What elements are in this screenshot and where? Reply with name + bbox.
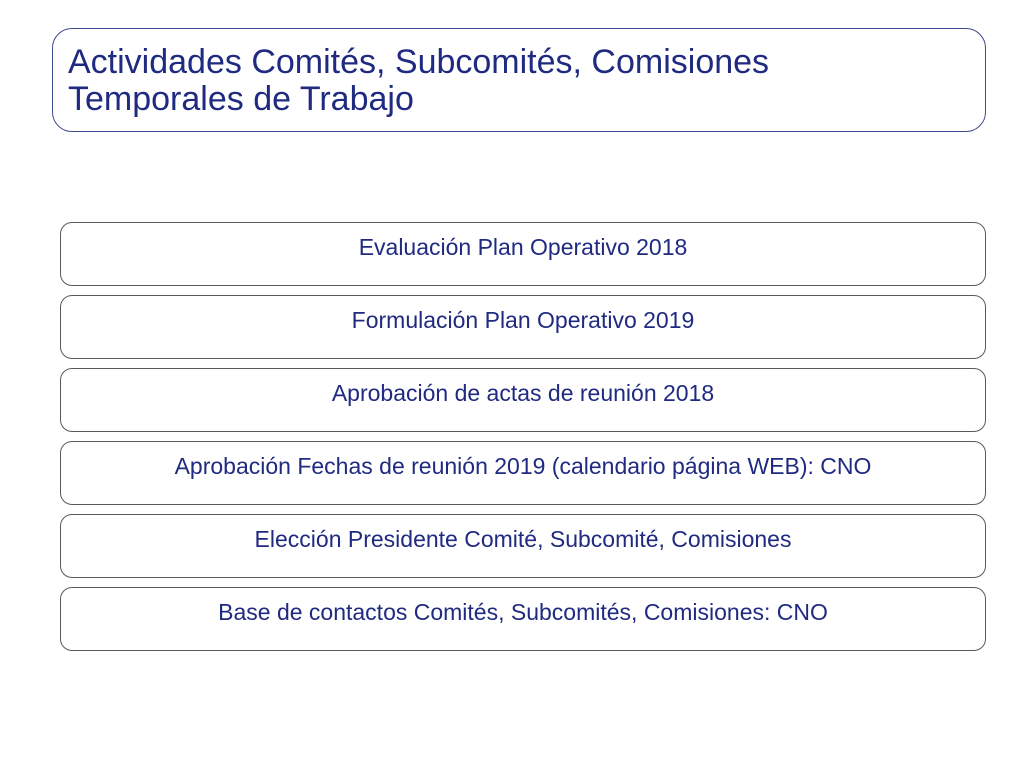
activity-item-base-contactos (60, 587, 986, 651)
activity-item-label: Aprobación de actas de reunión 2018 (331, 380, 715, 406)
activity-item-aprobacion-actas (60, 368, 986, 432)
activity-item-evaluacion-plan (60, 222, 986, 286)
slide-title-line-2: Temporales de Trabajo (68, 80, 414, 118)
activity-item-eleccion-presidente (60, 514, 986, 578)
activity-list (60, 222, 986, 660)
activity-item-aprobacion-fechas (60, 441, 986, 505)
slide-title-box (52, 28, 986, 132)
activity-item-formulacion-plan (60, 295, 986, 359)
slide-title-line-1: Actividades Comités, Subcomités, Comisiones (68, 43, 770, 81)
activity-item-label: Evaluación Plan Operativo 2018 (358, 234, 688, 260)
activity-item-label: Base de contactos Comités, Subcomités, Comisiones: CNO (218, 599, 828, 625)
activity-item-label: Aprobación Fechas de reunión 2019 (calendario página WEB): CNO (174, 453, 872, 479)
activity-item-label: Formulación Plan Operativo 2019 (351, 307, 695, 333)
activity-item-label: Elección Presidente Comité, Subcomité, Comisiones (254, 526, 792, 552)
